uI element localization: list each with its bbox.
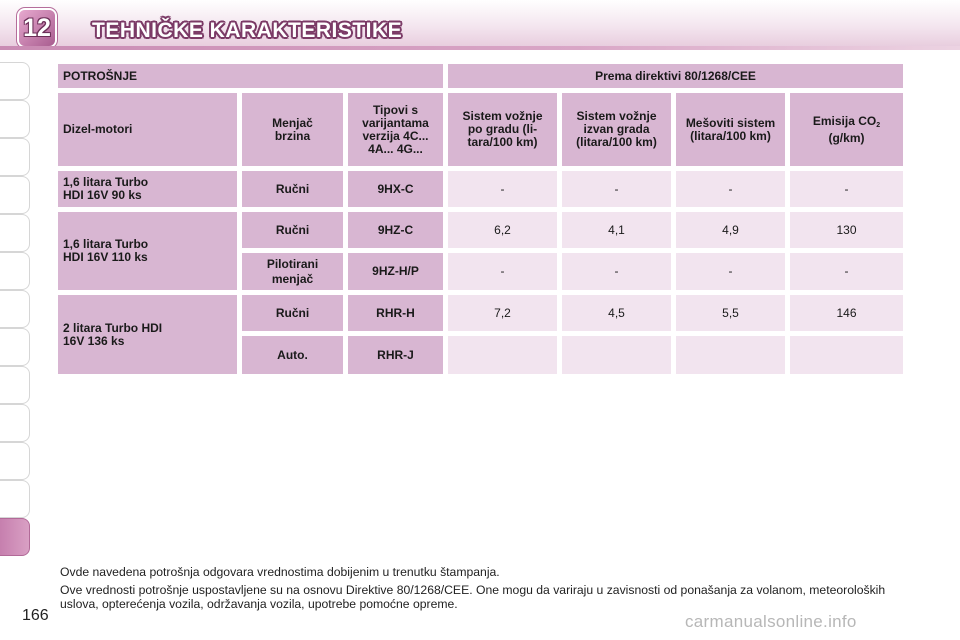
combined-value-cell: 5,5 [676,295,785,331]
co2-subscript: 2 [876,121,881,129]
side-tab-1[interactable] [0,62,30,100]
page-title: TEHNIČKE KARAKTERISTIKE [92,19,403,42]
extra-urban-value-cell [562,336,671,374]
side-tab-6[interactable] [0,252,30,290]
gearbox-cell: Pilotirani menjač [242,253,343,290]
co2-value-cell: 146 [790,295,903,331]
combined-value-cell: - [676,171,785,207]
variant-cell: RHR-J [348,336,443,374]
column-header-combined: Mešoviti sistem (litara/100 km) [676,93,785,166]
side-tab-10[interactable] [0,404,30,442]
combined-value-cell: 4,9 [676,212,785,248]
co2-value-cell: - [790,171,903,207]
side-tab-5[interactable] [0,214,30,252]
header-rule [0,46,960,50]
engine-cell-90ks: 1,6 litara Turbo HDI 16V 90 ks [58,171,237,207]
extra-urban-value-cell: - [562,171,671,207]
co2-value-cell [790,336,903,374]
co2-value-cell: - [790,253,903,290]
footnote-line: Ove vrednosti potrošnje uspostavljene su na osnovu Direktive 80/1268/CEE. One mogu da variraju u zavisnosti od ponašanja za volanom, meteoroloških uslova, opterećenja vozila, održavanja vozila, upotrebe pomoćne opreme. [60,583,886,611]
footnote-line: Ovde navedena potrošnja odgovara vrednostima dobijenim u trenutku štampanja. [60,565,500,579]
table-directive-label: Prema direktivi 80/1268/CEE [448,64,903,88]
watermark: carmanualsonline.info [685,612,857,631]
column-header-variants: Tipovi s varijantama verzija 4C... 4A... 4G... [348,93,443,166]
column-header-gearbox: Menjač brzina [242,93,343,166]
extra-urban-value-cell: 4,1 [562,212,671,248]
engine-cell-110ks: 1,6 litara Turbo HDI 16V 110 ks [58,212,237,290]
gearbox-cell: Ručni [242,212,343,248]
extra-urban-value-cell: - [562,253,671,290]
side-tab-11[interactable] [0,442,30,480]
urban-value-cell: 6,2 [448,212,557,248]
extra-urban-value-cell: 4,5 [562,295,671,331]
side-tab-4[interactable] [0,176,30,214]
engine-cell-136ks: 2 litara Turbo HDI 16V 136 ks [58,295,237,374]
side-tab-8[interactable] [0,328,30,366]
column-header-extra-urban: Sistem vožnje izvan grada (litara/100 km) [562,93,671,166]
variant-cell: RHR-H [348,295,443,331]
chapter-badge [19,10,55,46]
side-tab-2[interactable] [0,100,30,138]
page-header [0,0,960,50]
page-number: 166 [22,607,49,624]
gearbox-cell: Auto. [242,336,343,374]
variant-cell: 9HZ-H/P [348,253,443,290]
urban-value-cell: - [448,253,557,290]
combined-value-cell [676,336,785,374]
side-tab-12[interactable] [0,480,30,518]
footnotes [60,565,920,615]
side-tab-7[interactable] [0,290,30,328]
co2-label: Emisija CO [812,113,877,128]
table-section-label: POTROŠNJE [58,64,443,88]
urban-value-cell: - [448,171,557,207]
co2-unit: (g/km) [828,130,865,145]
column-header-urban: Sistem vožnje po gradu (li-tara/100 km) [448,93,557,166]
gearbox-cell: Ručni [242,171,343,207]
variant-cell: 9HX-C [348,171,443,207]
gearbox-cell: Ručni [242,295,343,331]
side-tab-3[interactable] [0,138,30,176]
co2-value-cell: 130 [790,212,903,248]
column-header-co2 [790,93,903,166]
combined-value-cell: - [676,253,785,290]
chapter-side-tabs [0,62,34,582]
side-tab-9[interactable] [0,366,30,404]
variant-cell: 9HZ-C [348,212,443,248]
urban-value-cell [448,336,557,374]
column-header-engine: Dizel-motori [58,93,237,166]
side-tab-active[interactable] [0,518,30,556]
urban-value-cell: 7,2 [448,295,557,331]
chapter-number: 12 [23,14,51,42]
